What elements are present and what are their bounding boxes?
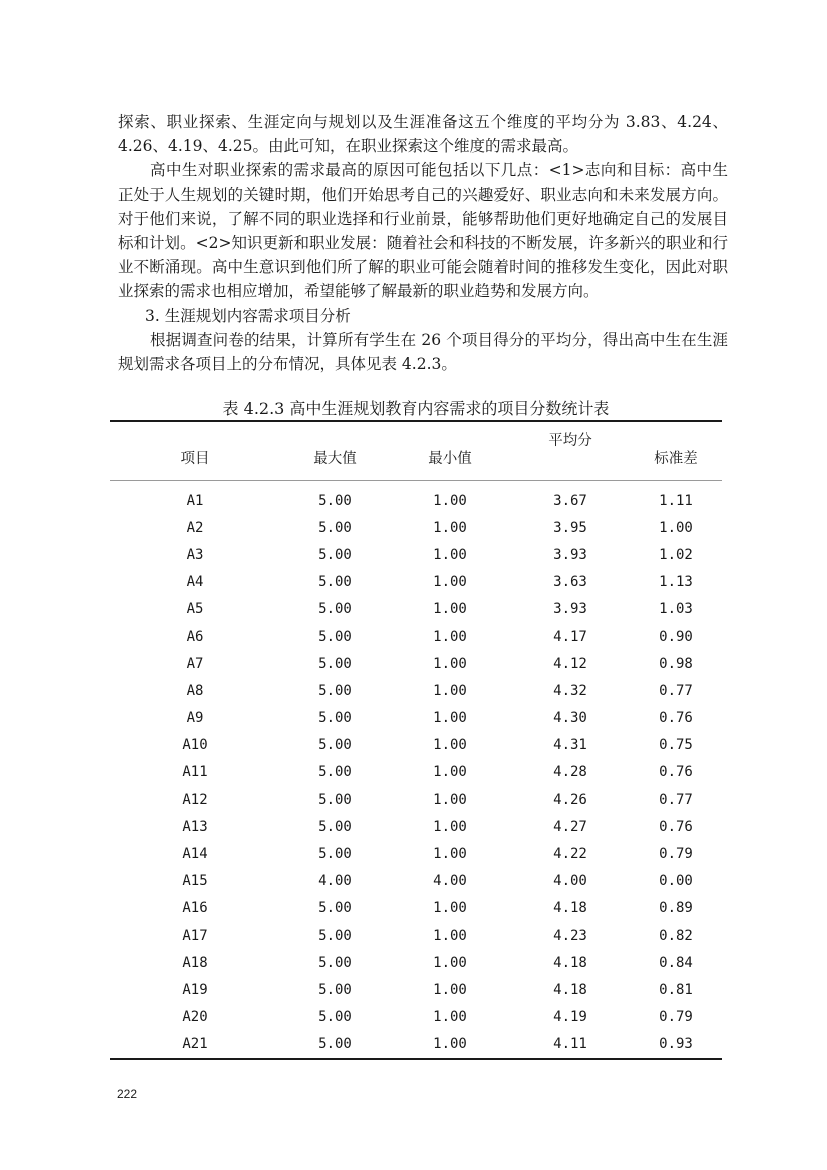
cell-item: A20 <box>182 1009 208 1026</box>
page-number: 222 <box>117 1087 138 1101</box>
table-row <box>110 1004 722 1031</box>
cell-sd: 0.89 <box>659 900 693 917</box>
cell-min: 1.00 <box>433 546 467 563</box>
cell-mean: 4.23 <box>553 927 587 944</box>
header-sd: 标准差 <box>630 421 722 481</box>
cell-sd: 0.82 <box>659 927 693 944</box>
cell-item: A4 <box>186 574 204 591</box>
cell-sd: 1.03 <box>659 601 693 618</box>
paragraph-reasons: 高中生对职业探索的需求最高的原因可能包括以下几点：<1>志向和目标：高中生正处于人生规划的关键时期，他们开始思考自己的兴趣爱好、职业志向和未来发展方向。对于他们来说，了解不同的职业选择和行业前景，能够帮助他们更好地确定自己的发展目标和计划。<2>知识更新和职业发展：随着社会和科技的不断发展，许多新兴的职业和行业不断涌现。高中生意识到他们所了解的职业可能会随着时间的推移发生变化，因此对职业探索的需求也相应增加，希望能够了解最新的职业趋势和发展方向。 <box>118 161 728 301</box>
cell-sd: 0.79 <box>659 1009 693 1026</box>
cell-min: 1.00 <box>433 981 467 998</box>
body-text <box>118 110 728 376</box>
header-min: 最小值 <box>390 421 510 481</box>
cell-max: 5.00 <box>318 818 352 835</box>
cell-min: 1.00 <box>433 954 467 971</box>
cell-min: 1.00 <box>433 900 467 917</box>
cell-item: A16 <box>182 900 208 917</box>
table-row <box>110 481 722 515</box>
cell-item: A8 <box>186 682 204 699</box>
cell-min: 1.00 <box>433 628 467 645</box>
cell-min: 1.00 <box>390 1031 510 1059</box>
cell-sd: 0.81 <box>659 981 693 998</box>
score-statistics-table <box>110 420 722 1060</box>
cell-sd: 0.75 <box>659 737 693 754</box>
table-row <box>110 705 722 732</box>
cell-min: 1.00 <box>433 682 467 699</box>
cell-mean: 4.22 <box>553 846 587 863</box>
paragraph-dimension-averages: 探索、职业探索、生涯定向与规划以及生涯准备这五个维度的平均分为 3.83、4.24、4.26、4.19、4.25。由此可知，在职业探索这个维度的需求最高。 <box>118 113 728 156</box>
cell-mean: 4.18 <box>553 981 587 998</box>
table-row <box>110 949 722 976</box>
cell-sd: 0.93 <box>630 1031 722 1059</box>
cell-mean: 4.11 <box>510 1031 630 1059</box>
cell-min: 4.00 <box>433 873 467 890</box>
cell-item: A11 <box>182 764 208 781</box>
cell-mean: 4.32 <box>553 682 587 699</box>
table-header-row <box>110 421 722 481</box>
cell-max: 5.00 <box>318 574 352 591</box>
table-row <box>110 650 722 677</box>
table-row <box>110 759 722 786</box>
cell-min: 1.00 <box>433 737 467 754</box>
cell-max: 5.00 <box>318 764 352 781</box>
table-row <box>110 596 722 623</box>
cell-max: 5.00 <box>318 927 352 944</box>
cell-min: 1.00 <box>433 492 467 509</box>
table-row <box>110 514 722 541</box>
cell-mean: 4.28 <box>553 764 587 781</box>
table-row <box>110 813 722 840</box>
cell-min: 1.00 <box>433 818 467 835</box>
cell-mean: 4.17 <box>553 628 587 645</box>
cell-mean: 3.93 <box>553 546 587 563</box>
header-mean: 平均分 <box>510 421 630 481</box>
cell-sd: 0.76 <box>659 710 693 727</box>
cell-sd: 1.11 <box>659 492 693 509</box>
cell-mean: 4.12 <box>553 655 587 672</box>
cell-sd: 0.76 <box>659 818 693 835</box>
cell-max: 5.00 <box>318 1009 352 1026</box>
table-row <box>110 840 722 867</box>
header-item: 项目 <box>110 421 280 481</box>
cell-max: 5.00 <box>318 737 352 754</box>
table-caption: 表 4.2.3 高中生涯规划教育内容需求的项目分数统计表 <box>222 399 610 418</box>
cell-sd: 0.79 <box>659 846 693 863</box>
cell-mean: 4.27 <box>553 818 587 835</box>
cell-mean: 4.26 <box>553 791 587 808</box>
cell-max: 5.00 <box>318 492 352 509</box>
cell-mean: 3.63 <box>553 574 587 591</box>
cell-item: A14 <box>182 846 208 863</box>
paragraph-survey-results: 根据调查问卷的结果，计算所有学生在 26 个项目得分的平均分，得出高中生在生涯规划需求各项目上的分布情况，具体见表 4.2.3。 <box>118 330 728 374</box>
cell-min: 1.00 <box>433 710 467 727</box>
cell-min: 1.00 <box>433 519 467 536</box>
cell-item: A18 <box>182 954 208 971</box>
cell-sd: 0.84 <box>659 954 693 971</box>
cell-item: A5 <box>186 601 204 618</box>
table-row <box>110 677 722 704</box>
cell-sd: 0.76 <box>659 764 693 781</box>
cell-max: 5.00 <box>318 846 352 863</box>
cell-min: 1.00 <box>433 764 467 781</box>
table-row <box>110 868 722 895</box>
table-row <box>110 1031 722 1059</box>
cell-min: 1.00 <box>433 846 467 863</box>
cell-min: 1.00 <box>433 1009 467 1026</box>
cell-sd: 1.13 <box>659 574 693 591</box>
cell-item: A17 <box>182 927 208 944</box>
cell-mean: 4.18 <box>553 954 587 971</box>
cell-mean: 4.18 <box>553 900 587 917</box>
table-row <box>110 732 722 759</box>
cell-sd: 0.98 <box>659 655 693 672</box>
cell-item: A6 <box>186 628 204 645</box>
cell-item: A3 <box>186 546 204 563</box>
cell-min: 1.00 <box>433 791 467 808</box>
cell-max: 5.00 <box>318 655 352 672</box>
cell-max: 5.00 <box>318 791 352 808</box>
table-row <box>110 976 722 1003</box>
cell-mean: 4.00 <box>553 873 587 890</box>
table-body <box>110 481 722 1059</box>
cell-max: 5.00 <box>318 682 352 699</box>
cell-item: A12 <box>182 791 208 808</box>
cell-item: A7 <box>186 655 204 672</box>
cell-item: A21 <box>110 1031 280 1059</box>
cell-sd: 1.02 <box>659 546 693 563</box>
cell-sd: 0.77 <box>659 791 693 808</box>
cell-item: A13 <box>182 818 208 835</box>
cell-mean: 3.95 <box>553 519 587 536</box>
table-row <box>110 623 722 650</box>
cell-max: 5.00 <box>318 981 352 998</box>
header-max: 最大值 <box>280 421 390 481</box>
table-row <box>110 786 722 813</box>
cell-min: 1.00 <box>433 574 467 591</box>
cell-mean: 4.31 <box>553 737 587 754</box>
table-row <box>110 895 722 922</box>
cell-max: 5.00 <box>318 954 352 971</box>
cell-mean: 4.19 <box>553 1009 587 1026</box>
cell-mean: 4.30 <box>553 710 587 727</box>
cell-max: 5.00 <box>318 710 352 727</box>
cell-sd: 0.00 <box>659 873 693 890</box>
cell-max: 5.00 <box>318 628 352 645</box>
cell-mean: 3.67 <box>553 492 587 509</box>
cell-item: A15 <box>182 873 208 890</box>
table-row <box>110 569 722 596</box>
cell-min: 1.00 <box>433 601 467 618</box>
cell-max: 5.00 <box>318 546 352 563</box>
cell-item: A10 <box>182 737 208 754</box>
cell-max: 5.00 <box>318 601 352 618</box>
table-row <box>110 922 722 949</box>
cell-sd: 0.77 <box>659 682 693 699</box>
cell-mean: 3.93 <box>553 601 587 618</box>
cell-min: 1.00 <box>433 927 467 944</box>
section-heading: 3. 生涯规划内容需求项目分析 <box>145 306 351 325</box>
cell-item: A1 <box>186 492 204 509</box>
cell-sd: 1.00 <box>659 519 693 536</box>
cell-item: A2 <box>186 519 204 536</box>
cell-min: 1.00 <box>433 655 467 672</box>
cell-max: 4.00 <box>318 873 352 890</box>
cell-item: A9 <box>186 710 204 727</box>
cell-max: 5.00 <box>318 900 352 917</box>
cell-sd: 0.90 <box>659 628 693 645</box>
table-row <box>110 541 722 568</box>
cell-item: A19 <box>182 981 208 998</box>
cell-max: 5.00 <box>318 519 352 536</box>
cell-max: 5.00 <box>280 1031 390 1059</box>
